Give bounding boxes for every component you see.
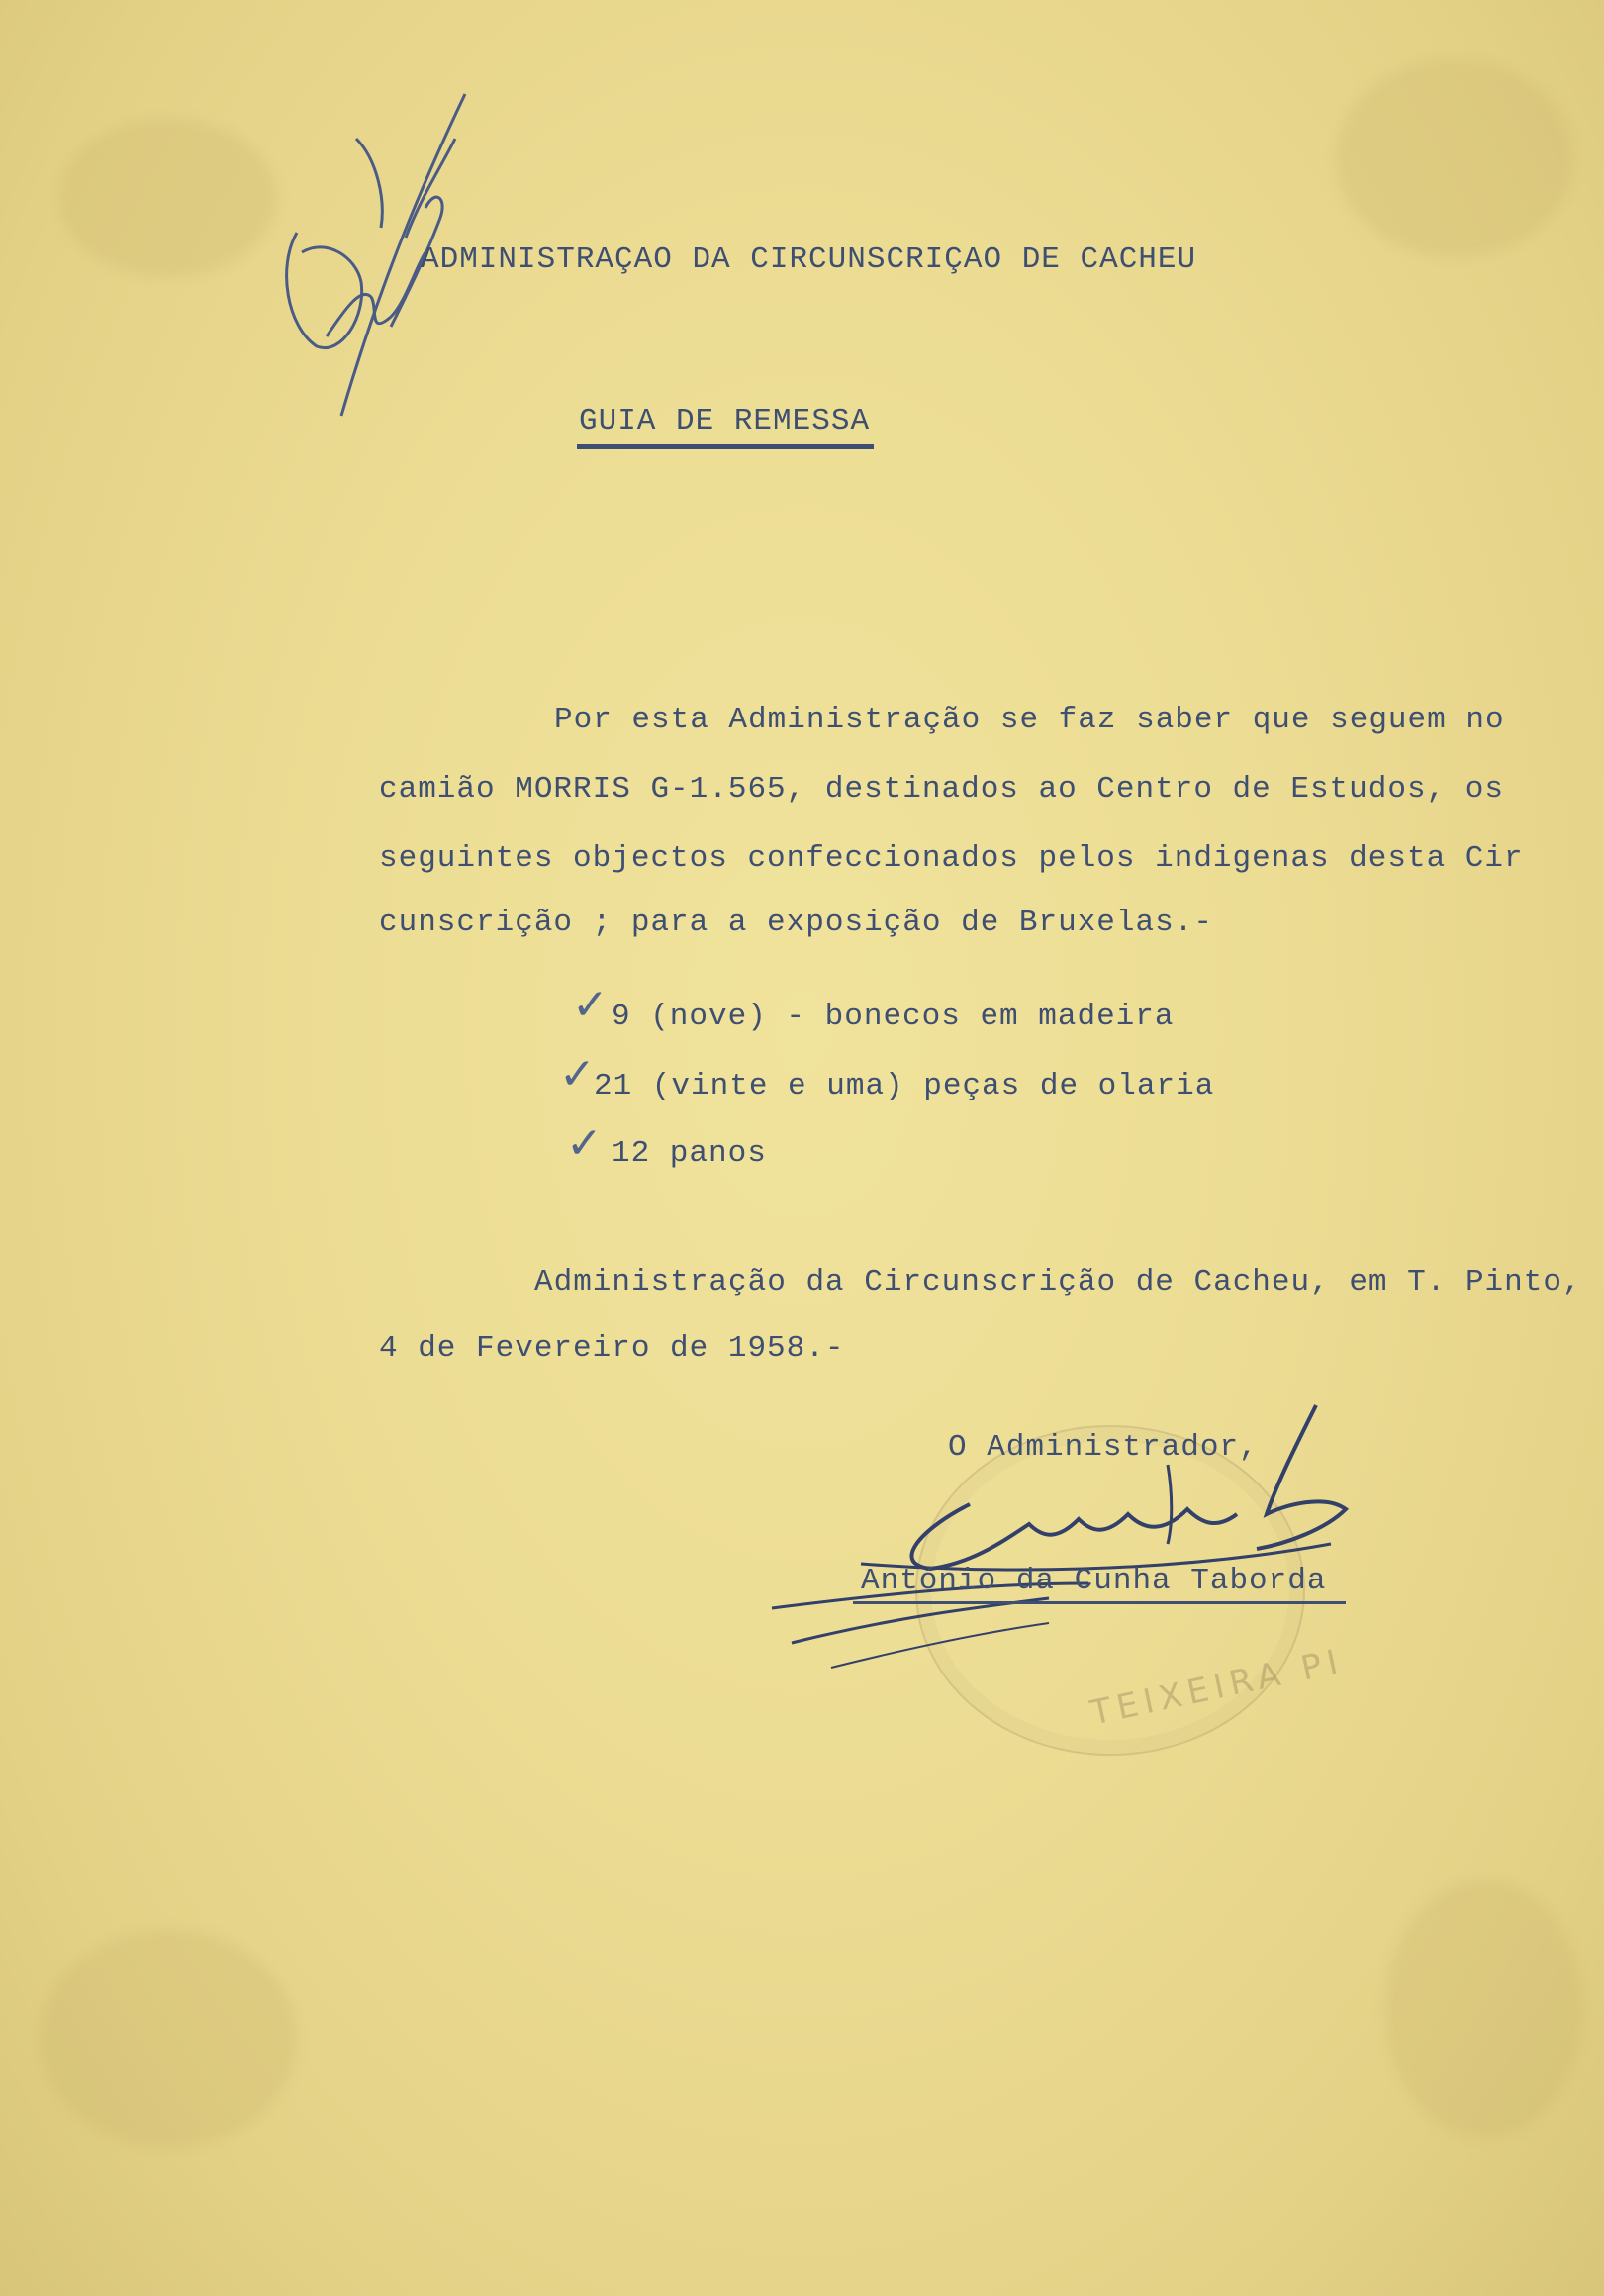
checkmark-icon: ✓	[559, 1049, 596, 1100]
body-line: camião MORRIS G-1.565, destinados ao Centro de Estudos, os	[379, 772, 1504, 807]
checkmark-icon: ✓	[566, 1118, 603, 1169]
signer-underline	[853, 1601, 1346, 1604]
body-line: seguintes objectos confeccionados pelos indigenas desta Cir	[379, 841, 1524, 876]
document-title: GUIA DE REMESSA	[579, 404, 871, 438]
signer-role: O Administrador,	[948, 1430, 1259, 1465]
office-heading: ADMINISTRAÇAO DA CIRCUNSCRIÇAO DE CACHEU	[421, 242, 1197, 277]
handwritten-original-text: Original	[327, 297, 330, 298]
closing-place-line: Administração da Circunscrição de Cacheu, em T. Pinto,	[534, 1265, 1582, 1299]
body-line: cunscrição ; para a exposição de Bruxelas.-	[379, 906, 1213, 940]
list-item: 21 (vinte e uma) peças de olaria	[594, 1069, 1215, 1103]
checkmark-icon: ✓	[572, 980, 609, 1030]
body-line: Por esta Administração se faz saber que seguem no	[554, 703, 1505, 737]
list-item: 12 panos	[612, 1136, 767, 1171]
signer-name: António da Cunha Taborda	[861, 1564, 1327, 1598]
seal-text: TEIXEIRA PI	[1086, 1641, 1348, 1734]
closing-date-line: 4 de Fevereiro de 1958.-	[379, 1331, 845, 1366]
list-item: 9 (nove) - bonecos em madeira	[612, 1000, 1175, 1034]
